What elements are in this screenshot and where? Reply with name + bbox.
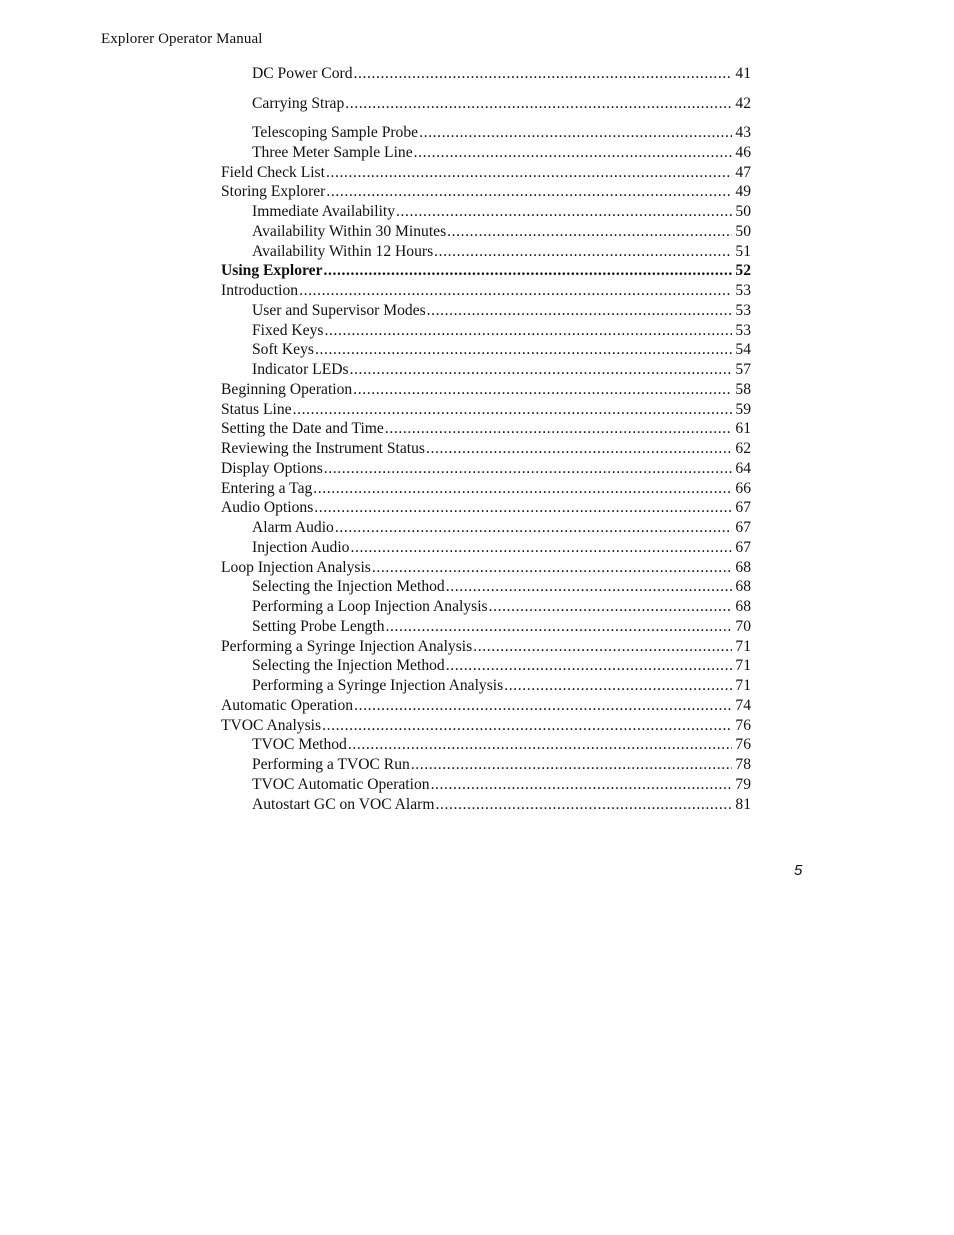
toc-dot-leader bbox=[385, 419, 733, 439]
toc-entry-page: 43 bbox=[735, 124, 751, 141]
toc-entry-page: 74 bbox=[735, 696, 751, 714]
toc-dot-leader bbox=[326, 182, 732, 202]
toc-dot-leader bbox=[324, 459, 733, 479]
toc-entry-title: Loop Injection Analysis bbox=[221, 558, 371, 576]
toc-dot-leader bbox=[419, 123, 732, 143]
toc-dot-leader bbox=[489, 597, 733, 617]
toc-entry[interactable] bbox=[221, 518, 751, 538]
toc-dot-leader bbox=[314, 498, 732, 518]
toc-dot-leader bbox=[348, 735, 733, 755]
toc-entry-page: 71 bbox=[735, 637, 751, 655]
toc-entry-page: 68 bbox=[735, 578, 751, 596]
toc-entry[interactable] bbox=[221, 696, 751, 716]
toc-entry[interactable] bbox=[221, 498, 751, 518]
toc-dot-leader bbox=[446, 656, 733, 676]
toc-entry[interactable] bbox=[221, 321, 751, 341]
toc-entry-page: 76 bbox=[735, 716, 751, 734]
toc-entry[interactable] bbox=[221, 123, 751, 143]
toc-entry-title: Setting Probe Length bbox=[252, 617, 385, 635]
toc-entry-page: 52 bbox=[735, 262, 751, 280]
toc-dot-leader bbox=[322, 716, 732, 736]
toc-entry-page: 68 bbox=[735, 558, 751, 576]
toc-entry-title: Status Line bbox=[221, 400, 292, 418]
toc-entry[interactable] bbox=[221, 656, 751, 676]
toc-entry-page: 59 bbox=[735, 400, 751, 418]
toc-entry-page: 81 bbox=[735, 795, 751, 813]
toc-dot-leader bbox=[436, 795, 733, 815]
toc-dot-leader bbox=[446, 577, 733, 597]
toc-entry[interactable] bbox=[221, 577, 751, 597]
toc-entry[interactable] bbox=[221, 676, 751, 696]
toc-dot-leader bbox=[386, 617, 733, 637]
toc-entry-page: 67 bbox=[735, 519, 751, 536]
toc-entry-page: 68 bbox=[735, 598, 751, 615]
toc-entry-title: TVOC Automatic Operation bbox=[252, 775, 430, 793]
running-header: Explorer Operator Manual bbox=[101, 31, 263, 47]
toc-entry-title: Performing a Loop Injection Analysis bbox=[252, 598, 488, 615]
toc-dot-leader bbox=[324, 261, 733, 281]
toc-dot-leader bbox=[353, 380, 732, 400]
toc-entry-title: Selecting the Injection Method bbox=[252, 657, 445, 675]
toc-entry-page: 76 bbox=[735, 736, 751, 754]
toc-dot-leader bbox=[345, 94, 732, 114]
toc-dot-leader bbox=[354, 696, 732, 716]
toc-entry-title: TVOC Method bbox=[252, 736, 347, 754]
toc-entry[interactable] bbox=[221, 617, 751, 637]
toc-entry-title: DC Power Cord bbox=[252, 65, 353, 82]
toc-entry-page: 51 bbox=[735, 242, 751, 260]
toc-entry-title: Three Meter Sample Line bbox=[252, 143, 413, 161]
page-number: 5 bbox=[794, 862, 803, 879]
toc-entry-page: 66 bbox=[735, 479, 751, 497]
toc-entry[interactable] bbox=[221, 775, 751, 795]
toc-dot-leader bbox=[411, 755, 733, 775]
toc-dot-leader bbox=[313, 479, 732, 499]
toc-dot-leader bbox=[335, 518, 733, 538]
toc-entry-page: 50 bbox=[735, 222, 751, 240]
toc-dot-leader bbox=[293, 400, 733, 420]
toc-entry-title: Telescoping Sample Probe bbox=[252, 124, 419, 141]
toc-dot-leader bbox=[372, 558, 733, 578]
toc-entry-page: 67 bbox=[735, 538, 751, 556]
toc-dot-leader bbox=[324, 321, 732, 341]
toc-entry-title: Availability Within 12 Hours bbox=[252, 242, 434, 260]
toc-entry-title: User and Supervisor Modes bbox=[252, 301, 426, 319]
toc-entry-title: Setting the Date and Time bbox=[221, 420, 384, 438]
toc-entry-title: Immediate Availability bbox=[252, 203, 396, 220]
toc-entry[interactable] bbox=[221, 380, 751, 400]
toc-entry[interactable] bbox=[221, 143, 751, 163]
toc-entry[interactable] bbox=[221, 459, 751, 479]
toc-entry-title: Performing a Syringe Injection Analysis bbox=[221, 637, 473, 655]
toc-entry-page: 53 bbox=[735, 321, 751, 339]
toc-entry-page: 49 bbox=[735, 183, 751, 201]
toc-entry-title: Availability Within 30 Minutes bbox=[252, 222, 447, 240]
toc-dot-leader bbox=[315, 340, 732, 360]
toc-entry-title: Using Explorer bbox=[221, 262, 323, 280]
toc-entry[interactable] bbox=[221, 538, 751, 558]
toc-entry-title: Reviewing the Instrument Status bbox=[221, 440, 425, 457]
toc-entry-page: 71 bbox=[735, 677, 751, 694]
toc-dot-leader bbox=[354, 64, 733, 84]
toc-entry[interactable] bbox=[221, 716, 751, 736]
toc-dot-leader bbox=[350, 538, 732, 558]
toc-dot-leader bbox=[326, 163, 732, 183]
toc-dot-leader bbox=[427, 301, 733, 321]
toc-entry-title: Carrying Strap bbox=[252, 94, 345, 112]
toc-entry[interactable] bbox=[221, 400, 751, 420]
toc-entry[interactable] bbox=[221, 419, 751, 439]
toc-entry[interactable] bbox=[221, 558, 751, 578]
toc-entry-title: Beginning Operation bbox=[221, 380, 353, 398]
toc-entry[interactable] bbox=[221, 301, 751, 321]
toc-entry-page: 57 bbox=[735, 361, 751, 378]
toc-entry-page: 54 bbox=[735, 341, 751, 359]
toc-entry-page: 61 bbox=[735, 420, 751, 438]
toc-entry[interactable] bbox=[221, 281, 751, 301]
toc-entry[interactable] bbox=[221, 479, 751, 499]
toc-entry-title: Automatic Operation bbox=[221, 696, 354, 714]
toc-dot-leader bbox=[396, 202, 732, 222]
toc-entry[interactable] bbox=[221, 795, 751, 815]
toc-entry[interactable] bbox=[221, 360, 751, 380]
toc-dot-leader bbox=[447, 222, 732, 242]
toc-entry-title: TVOC Analysis bbox=[221, 716, 322, 734]
toc-entry[interactable] bbox=[221, 340, 751, 360]
toc-entry-page: 62 bbox=[735, 440, 751, 457]
toc-entry-title: Alarm Audio bbox=[252, 519, 334, 536]
toc-entry-title: Display Options bbox=[221, 459, 323, 477]
toc-dot-leader bbox=[299, 281, 732, 301]
toc-dot-leader bbox=[414, 143, 733, 163]
toc-entry-page: 71 bbox=[735, 657, 751, 675]
toc-entry-title: Audio Options bbox=[221, 499, 314, 517]
toc-entry-title: Soft Keys bbox=[252, 341, 314, 359]
toc-entry-page: 78 bbox=[735, 756, 751, 773]
toc-entry[interactable] bbox=[221, 637, 751, 657]
toc-entry-title: Selecting the Injection Method bbox=[252, 578, 445, 596]
toc-entry[interactable] bbox=[221, 755, 751, 775]
toc-entry-title: Autostart GC on VOC Alarm bbox=[252, 795, 435, 813]
toc-entry-page: 47 bbox=[735, 163, 751, 181]
toc-dot-leader bbox=[504, 676, 732, 696]
toc-entry[interactable] bbox=[221, 94, 751, 124]
toc-entry-title: Performing a Syringe Injection Analysis bbox=[252, 677, 504, 694]
toc-entry[interactable] bbox=[221, 735, 751, 755]
toc-entry[interactable] bbox=[221, 202, 751, 222]
toc-entry[interactable] bbox=[221, 242, 751, 262]
toc-dot-leader bbox=[431, 775, 733, 795]
toc-dot-leader bbox=[473, 637, 732, 657]
toc-entry-page: 53 bbox=[735, 301, 751, 319]
toc-entry-page: 79 bbox=[735, 775, 751, 793]
toc-entry-title: Entering a Tag bbox=[221, 479, 313, 497]
toc-dot-leader bbox=[434, 242, 732, 262]
toc-entry-page: 41 bbox=[735, 65, 751, 82]
toc-entry-title: Storing Explorer bbox=[221, 183, 326, 201]
toc-entry-page: 42 bbox=[735, 94, 751, 112]
toc-entry[interactable] bbox=[221, 64, 751, 94]
toc-entry[interactable] bbox=[221, 222, 751, 242]
toc-entry[interactable] bbox=[221, 439, 751, 459]
toc-entry[interactable] bbox=[221, 182, 751, 202]
table-of-contents bbox=[221, 64, 751, 814]
toc-dot-leader bbox=[426, 439, 732, 459]
toc-entry-page: 58 bbox=[735, 380, 751, 398]
toc-entry[interactable] bbox=[221, 261, 751, 281]
toc-entry-title: Indicator LEDs bbox=[252, 361, 349, 378]
toc-entry-page: 64 bbox=[735, 459, 751, 477]
toc-entry-title: Introduction bbox=[221, 282, 299, 299]
toc-entry-page: 53 bbox=[735, 282, 751, 299]
toc-entry-page: 67 bbox=[735, 499, 751, 517]
toc-entry-title: Fixed Keys bbox=[252, 321, 324, 339]
toc-entry[interactable] bbox=[221, 163, 751, 183]
toc-entry-page: 50 bbox=[735, 203, 751, 220]
toc-entry-title: Field Check List bbox=[221, 163, 325, 181]
toc-entry-page: 46 bbox=[735, 143, 751, 161]
toc-entry[interactable] bbox=[221, 597, 751, 617]
toc-dot-leader bbox=[350, 360, 733, 380]
toc-entry-title: Injection Audio bbox=[252, 538, 350, 556]
toc-entry-title: Performing a TVOC Run bbox=[252, 756, 410, 773]
toc-entry-page: 70 bbox=[735, 617, 751, 635]
